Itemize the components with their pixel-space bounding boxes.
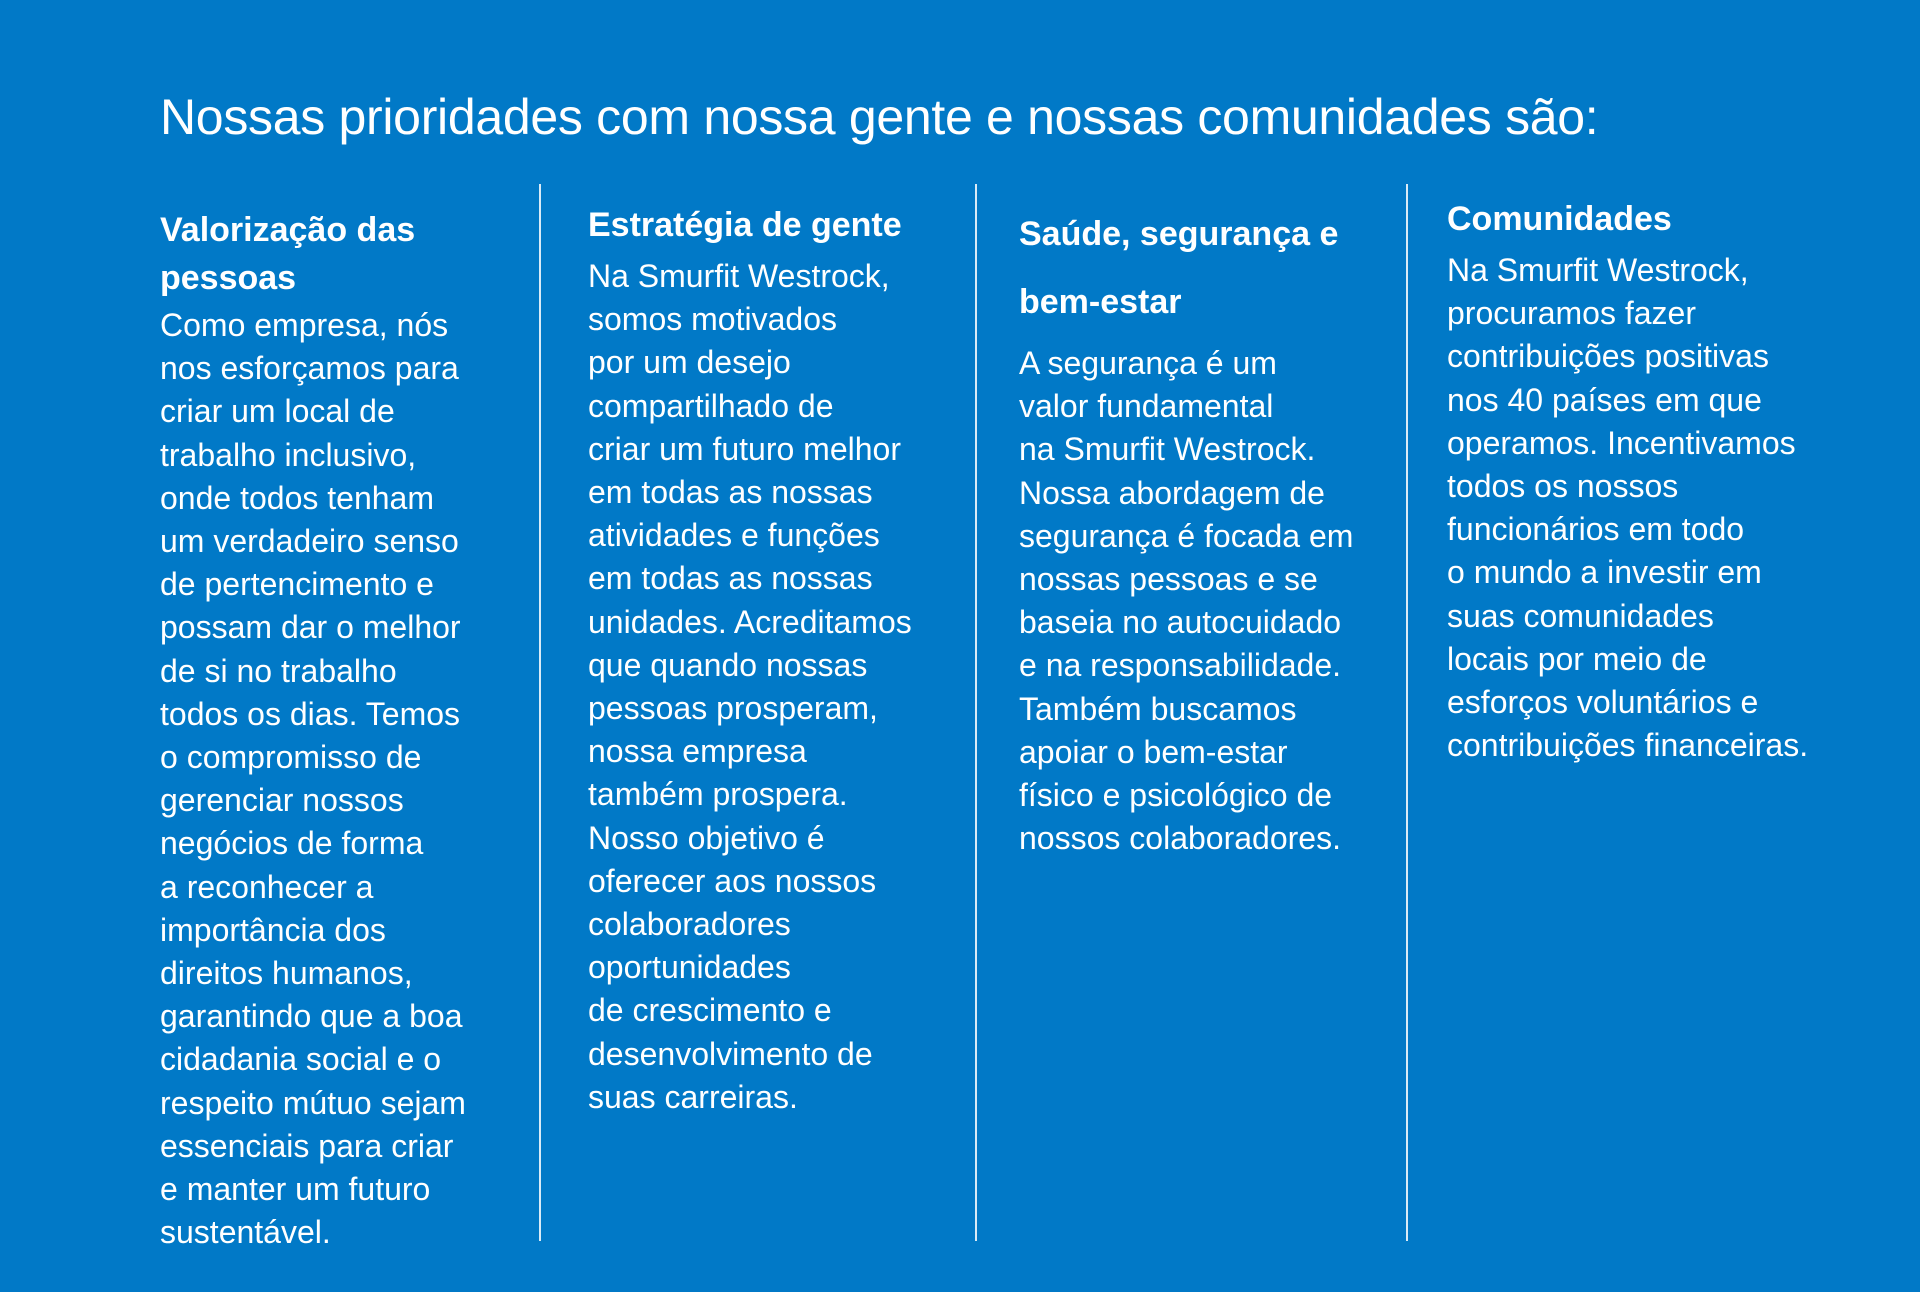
body-line: A segurança é um xyxy=(1019,345,1277,381)
body-line: nos 40 países em que xyxy=(1447,381,1762,418)
body-line: Na Smurfit Westrock, xyxy=(1447,252,1749,288)
body-line: todos os dias. Temos xyxy=(160,695,461,732)
body-line: suas carreiras. xyxy=(588,1078,798,1115)
body-line: atividades e funções xyxy=(588,517,880,554)
column-body xyxy=(160,304,466,1254)
body-line: por um desejo xyxy=(588,344,791,381)
body-line: Nosso objetivo é xyxy=(588,819,825,856)
body-line: em todas as nossas xyxy=(588,560,873,597)
body-line: um verdadeiro senso xyxy=(160,523,459,560)
body-line: todos os nossos xyxy=(1447,468,1679,505)
body-line: cidadania social e o xyxy=(160,1041,442,1078)
column-divider xyxy=(539,184,541,1241)
body-line: e na responsabilidade. xyxy=(1019,647,1342,684)
body-line: segurança é focada em xyxy=(1019,517,1354,554)
body-line: possam dar o melhor xyxy=(160,609,461,646)
body-line: somos motivados xyxy=(588,301,837,338)
body-line: operamos. Incentivamos xyxy=(1447,424,1796,461)
body-line: esforços voluntários e xyxy=(1447,684,1759,721)
body-line: também prospera. xyxy=(588,776,848,813)
body-line: gerenciar nossos xyxy=(160,782,404,819)
body-line: compartilhado de xyxy=(588,387,834,424)
body-line: Como empresa, nós xyxy=(160,307,449,343)
body-line: a reconhecer a xyxy=(160,868,374,905)
body-line: sustentável. xyxy=(160,1214,331,1251)
body-line: negócios de forma xyxy=(160,825,424,862)
heading-line: Comunidades xyxy=(1447,200,1672,238)
column-divider xyxy=(975,184,977,1241)
body-line: onde todos tenham xyxy=(160,479,434,516)
body-line: pessoas prosperam, xyxy=(588,690,878,727)
column-comunidades xyxy=(1447,195,1808,767)
heading-line: pessoas xyxy=(160,259,297,297)
column-valorizacao-das-pessoas xyxy=(160,206,466,1254)
body-line: funcionários em todo xyxy=(1447,511,1745,548)
body-line: contribuições positivas xyxy=(1447,338,1769,375)
body-line: importância dos xyxy=(160,911,386,948)
body-line: oferecer aos nossos xyxy=(588,862,877,899)
body-line: em todas as nossas xyxy=(588,474,873,511)
heading-line: Estratégia de gente xyxy=(588,206,902,244)
body-line: nossa empresa xyxy=(588,733,807,770)
body-line: nossos colaboradores. xyxy=(1019,820,1341,857)
body-line: desenvolvimento de xyxy=(588,1035,873,1072)
body-line: trabalho inclusivo, xyxy=(160,436,417,473)
body-line: valor fundamental xyxy=(1019,388,1274,425)
body-line: que quando nossas xyxy=(588,646,868,683)
body-line: o mundo a investir em xyxy=(1447,554,1762,591)
body-line: físico e psicológico de xyxy=(1019,777,1333,814)
column-body xyxy=(588,255,912,1119)
body-line: Também buscamos xyxy=(1019,690,1297,727)
body-line: colaboradores xyxy=(588,906,791,943)
body-line: respeito mútuo sejam xyxy=(160,1084,466,1121)
body-line: nossas pessoas e se xyxy=(1019,561,1318,598)
column-body xyxy=(1447,249,1808,767)
body-line: criar um futuro melhor xyxy=(588,430,901,467)
column-heading xyxy=(160,206,466,302)
body-line: na Smurfit Westrock. xyxy=(1019,431,1316,468)
body-line: procuramos fazer xyxy=(1447,295,1696,332)
body-line: suas comunidades xyxy=(1447,597,1714,634)
body-line: Na Smurfit Westrock, xyxy=(588,258,890,294)
body-line: essenciais para criar xyxy=(160,1127,454,1164)
heading-line: Valorização das xyxy=(160,211,416,249)
body-line: de crescimento e xyxy=(588,992,832,1029)
body-line: criar um local de xyxy=(160,393,395,430)
column-heading xyxy=(1447,195,1808,243)
body-line: e manter um futuro xyxy=(160,1171,431,1208)
body-line: contribuições financeiras. xyxy=(1447,727,1809,764)
heading-line: Saúde, segurança e xyxy=(1019,215,1339,253)
body-line: nos esforçamos para xyxy=(160,350,459,387)
column-body xyxy=(1019,342,1353,860)
body-line: Nossa abordagem de xyxy=(1019,474,1325,511)
column-heading xyxy=(588,201,912,249)
body-line: o compromisso de xyxy=(160,739,422,776)
body-line: locais por meio de xyxy=(1447,640,1707,677)
body-line: garantindo que a boa xyxy=(160,998,463,1035)
column-estrategia-de-gente xyxy=(588,201,912,1119)
body-line: apoiar o bem-estar xyxy=(1019,733,1288,770)
column-divider xyxy=(1406,184,1408,1241)
heading-line: bem-estar xyxy=(1019,283,1182,321)
body-line: direitos humanos, xyxy=(160,955,413,992)
column-heading xyxy=(1019,200,1353,336)
column-saude-seguranca-bem-estar xyxy=(1019,200,1353,860)
body-line: baseia no autocuidado xyxy=(1019,604,1342,641)
body-line: de si no trabalho xyxy=(160,652,397,689)
page-title: Nossas prioridades com nossa gente e nossas comunidades são: xyxy=(160,89,1599,145)
body-line: unidades. Acreditamos xyxy=(588,603,912,640)
body-line: de pertencimento e xyxy=(160,566,434,603)
body-line: oportunidades xyxy=(588,949,791,986)
